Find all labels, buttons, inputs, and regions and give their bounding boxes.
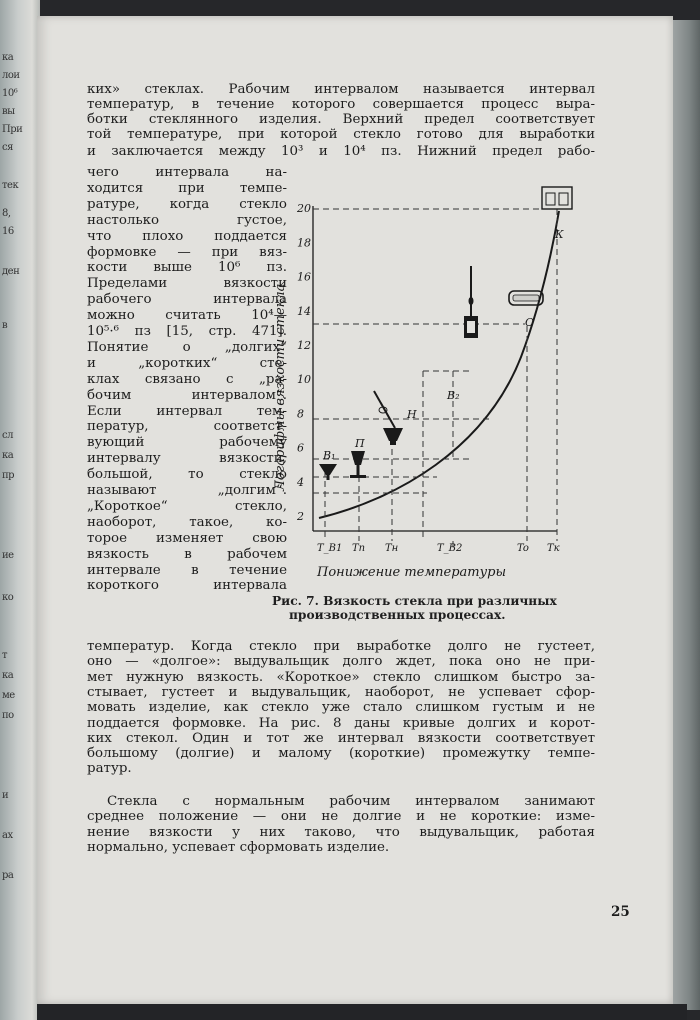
margin-fragment: ме [2, 690, 15, 701]
page-bottom-shadow [37, 1004, 687, 1020]
text-line: температур, в течение которого совершается процесс выра- [87, 97, 595, 112]
guide-lines [313, 209, 557, 551]
margin-fragment: и [2, 790, 9, 801]
margin-fragment: ка [2, 52, 14, 63]
text-line: той температуре, при которой стекло готово для выработки [87, 127, 595, 142]
text-line: мовать изделие, как стекло уже стало слишком густым и не [87, 700, 595, 716]
viscosity-curve [319, 211, 559, 518]
y-tick-label: 10 [297, 373, 311, 387]
text-line: нение вязкости у них таково, что выдувальщик, работая [87, 824, 595, 840]
text-line: и „коротких“ сте- [87, 355, 287, 371]
margin-fragment: 8, [2, 208, 11, 219]
curve-point-label: B₂ [447, 389, 460, 402]
y-axis-label: Логарифмы вязкости стекла [273, 283, 288, 491]
text-line: 10⁵·⁶ пз [15, стр. 471]. [87, 324, 287, 339]
x-tick-label: Tк [547, 543, 560, 554]
curve-point-label: B₁ [323, 449, 336, 462]
cup-b1-icon [319, 464, 337, 480]
text-line: Пределами вязкости [87, 276, 287, 292]
text-line: наоборот, такое, ко- [87, 514, 287, 530]
text-line: торое изменяет свою [87, 530, 287, 546]
text-line: что плохо поддается [87, 228, 287, 244]
margin-fragment: При [2, 124, 23, 135]
previous-page-text-fragments [0, 30, 34, 990]
text-line: среднее положение — они не долгие и не короткие: изме- [87, 809, 595, 825]
margin-fragment: ден [2, 266, 20, 277]
text-line: мет нужную вязкость. «Короткое» стекло слишком быстро за- [87, 669, 595, 685]
text-line: большому (долгие) и малому (короткие) промежутку темпе- [87, 746, 595, 762]
figure-caption-line2: производственных процессах. [289, 608, 506, 622]
margin-fragment: ах [2, 830, 13, 841]
page-number: 25 [611, 904, 630, 920]
text-line: „Короткое“ стекло, [87, 498, 287, 514]
text-line: стывает, густеет и выдувальщик, наоборот, не успевает сфор- [87, 684, 595, 700]
text-line: ходится при темпе- [87, 180, 287, 196]
text-line: и заключается между 10³ и 10⁴ пз. Нижний предел рабо- [87, 144, 595, 159]
figure-drawing [313, 187, 572, 551]
text-line: нормально, успевает сформовать изделие. [87, 839, 390, 855]
curve-point-label: О [525, 316, 535, 329]
text-line: интервалу вязкости, [87, 451, 287, 467]
margin-fragment: лои [2, 70, 20, 81]
y-tick-label: 20 [297, 202, 311, 216]
margin-fragment: тек [2, 180, 19, 191]
goblet-p-icon [350, 451, 366, 478]
figure-caption-line1: Рис. 7. Вязкость стекла при различных [272, 594, 557, 608]
y-tick-label: 12 [297, 339, 311, 352]
text-line: ратуре, когда стекло [87, 196, 287, 212]
y-tick-label: 16 [297, 270, 311, 284]
margin-fragment: ра [2, 870, 14, 881]
bottle-b2-icon [464, 266, 478, 338]
viscosity-figure [257, 181, 577, 601]
margin-fragment: ка [2, 670, 14, 681]
x-axis-label: Понижение температуры [317, 565, 507, 580]
text-line: ператур, соответст- [87, 419, 287, 435]
text-line: бочим интервалом“. [87, 387, 287, 403]
text-line: ких» стеклах. Рабочим интервалом называется интервал [87, 82, 595, 97]
text-line: короткого интервала [87, 578, 287, 594]
margin-fragment: пр [2, 470, 15, 481]
text-line: температур. Когда стекло при выработке долго не густеет, [87, 639, 595, 654]
curve-point-label: К [555, 228, 564, 241]
text-line: называют „долгим“. [87, 483, 287, 498]
x-tick-label: Tн [385, 543, 399, 554]
curve-point-labels [322, 228, 564, 462]
text-line: можно считать 10⁴— [87, 308, 287, 324]
y-tick-label: 2 [297, 510, 304, 523]
y-tick-label: 14 [297, 304, 311, 318]
text-line: ратур. [87, 761, 132, 777]
text-line: ботки стеклянного изделия. Верхний предел соответствует [87, 112, 595, 127]
curve-point-label: Н [407, 408, 417, 421]
book-cover-edge [673, 20, 700, 1010]
x-tick-label: To [517, 543, 529, 554]
text-line: формовке — при вяз- [87, 244, 287, 260]
margin-fragment: ся [2, 142, 13, 153]
margin-fragment: по [2, 710, 14, 721]
text-line: Стекла с нормальным рабочим интервалом занимают [107, 794, 595, 809]
y-tick-label: 4 [297, 475, 304, 489]
x-tick-label: T_B2 [437, 543, 463, 554]
y-tick-labels [296, 202, 311, 523]
text-line: чего интервала на- [87, 165, 287, 180]
text-line: клах связано с „ра- [87, 371, 287, 387]
text-line: рабочего интервала [87, 292, 287, 308]
text-line: интервале в течение [87, 562, 287, 578]
y-tick-label: 6 [297, 441, 304, 455]
margin-fragment: вы [2, 106, 15, 117]
text-line: вязкость в рабочем [87, 546, 287, 562]
margin-fragment: сл [2, 430, 13, 441]
text-line: Если интервал тем- [87, 403, 287, 419]
x-tick-label: T_B1 [317, 543, 343, 554]
curve-point-label: П [355, 437, 365, 450]
text-line: поддается формовке. На рис. 8 даны кривые долгих и корот- [87, 715, 595, 731]
margin-fragment: ко [2, 592, 14, 603]
margin-fragment: ка [2, 450, 14, 461]
text-line: ких стекол. Один и тот же интервал вязкости соответствует [87, 730, 595, 746]
x-tick-labels [317, 543, 560, 554]
vase-n-icon [374, 391, 403, 445]
margin-fragment: 10⁶ [2, 88, 18, 99]
margin-fragment: ие [2, 550, 14, 561]
text-line: настолько густое, [87, 212, 287, 228]
y-tick-label: 18 [297, 236, 311, 250]
text-line: оно — «долгое»: выдувальщик долго ждет, пока оно не при- [87, 654, 595, 670]
x-tick-label: Tп [352, 543, 366, 554]
margin-fragment: т [2, 650, 8, 661]
tank-k-icon [542, 187, 572, 209]
previous-page-edge [0, 0, 40, 1020]
text-line: большой, то стекло [87, 467, 287, 483]
margin-fragment: в [2, 320, 8, 331]
text-line: Понятие о „долгих“ [87, 339, 287, 355]
book-page [37, 16, 673, 1004]
y-tick-label: 8 [297, 407, 304, 421]
margin-fragment: 16 [2, 226, 14, 237]
text-line: кости выше 10⁶ пз. [87, 260, 287, 276]
text-line: вующий рабочему [87, 435, 287, 451]
